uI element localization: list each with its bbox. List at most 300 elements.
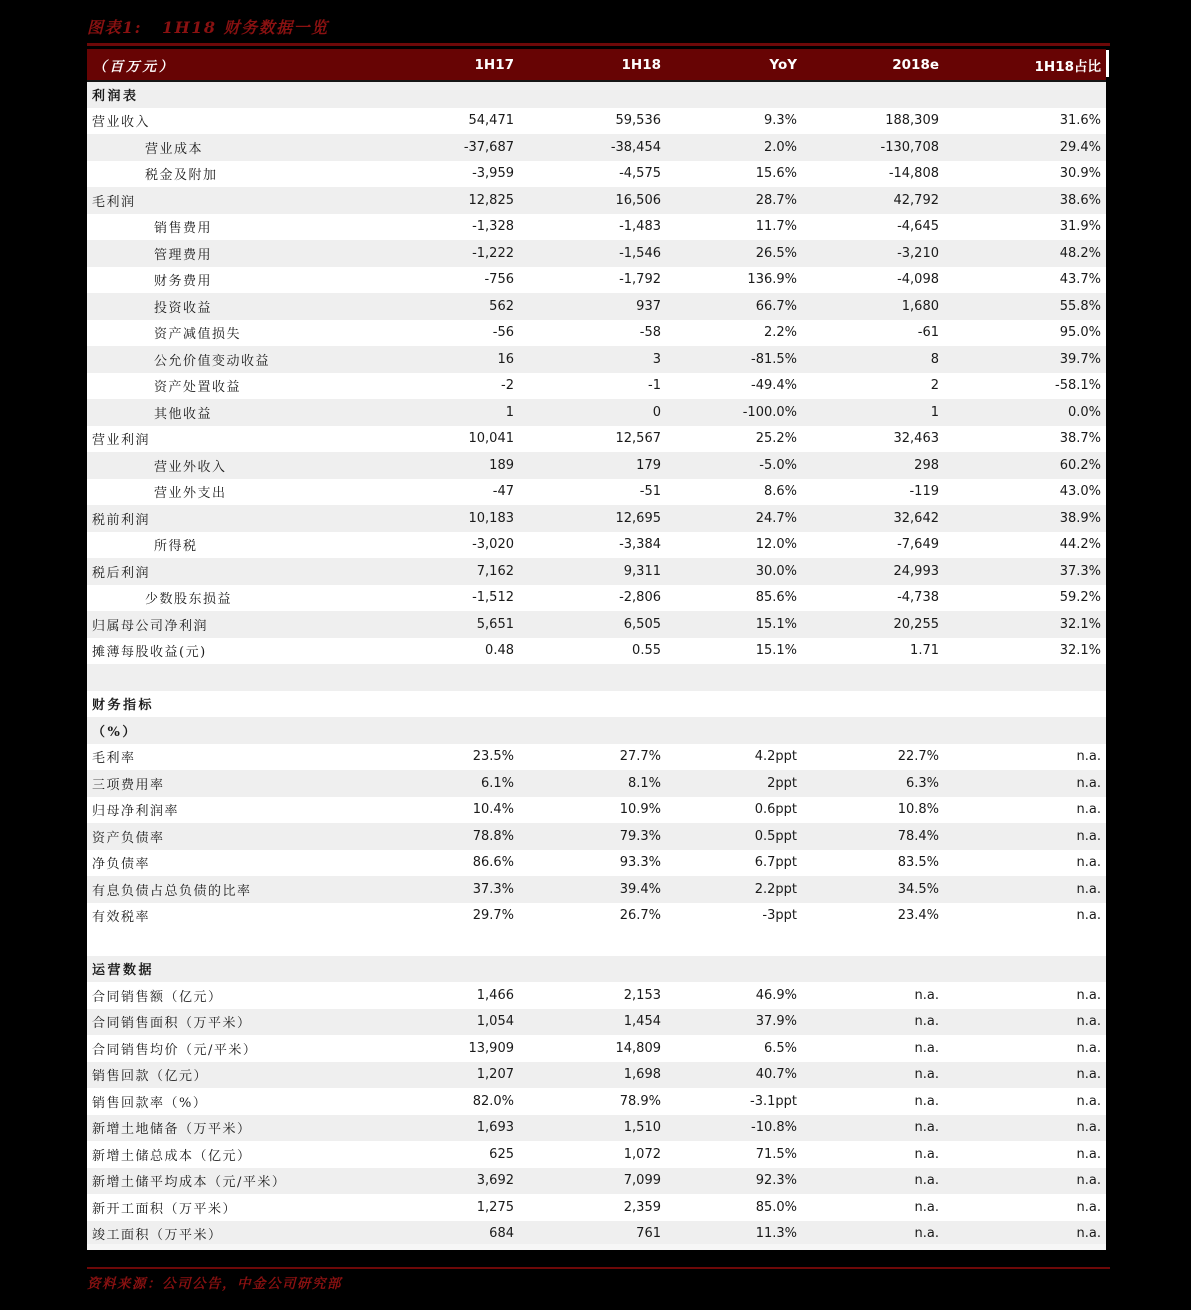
row-label: 毛利率 [92,751,136,767]
row-label: 新开工面积（万平米） [92,1201,238,1217]
table-row [87,1062,1106,1089]
column-header-1h18-share: 1H18占比 [947,49,1106,81]
cell-1h18-share: 29.4% [1059,139,1101,155]
cell-1h17: -56 [492,325,514,341]
cell-1h18: 12,695 [615,510,661,526]
cell-yoy: 15.1% [755,643,797,659]
cell-1h18 [522,956,669,983]
cell-1h17: 7,162 [476,563,514,579]
cell-1h18-share [947,81,1106,108]
cell-1h17: 5,651 [476,616,514,632]
cell-1h18 [522,691,669,718]
row-label: 营业收入 [92,115,151,131]
cell-1h18: 14,809 [615,1040,661,1056]
row-label: 财务费用 [154,274,213,290]
cell-1h18: 2,359 [623,1199,661,1215]
cell-1h18-share: 43.0% [1059,484,1101,500]
cell-yoy: 11.3% [755,1226,797,1242]
cell-yoy: 15.1% [755,616,797,632]
section-row [87,717,1106,744]
cell-1h18: 8.1% [627,775,661,791]
cell-1h18-share: n.a. [1076,1226,1101,1242]
cell-1h17: 1,207 [476,1067,514,1083]
column-header-unit: （百万元） [87,49,387,81]
cell-yoy: 8.6% [763,484,797,500]
cell-1h18-share: 0.0% [1067,404,1101,420]
cell-1h18 [522,929,669,956]
cell-2018e: n.a. [914,1093,939,1109]
cell-2018e: 1.71 [910,643,939,659]
cell-1h18-share: n.a. [1076,1067,1101,1083]
cell-1h18-share: 95.0% [1059,325,1101,341]
row-label: 合同销售面积（万平米） [92,1016,252,1032]
cell-yoy [669,717,805,744]
cell-1h17 [387,956,522,983]
cell-1h18: -1,483 [619,219,661,235]
row-label: 净负债率 [92,857,151,873]
row-label: 资产负债率 [92,830,165,846]
cell-1h17: 1 [505,404,514,420]
table-header-row [87,49,1106,81]
cell-1h17: 1,466 [476,987,514,1003]
cell-1h17: 13,909 [468,1040,514,1056]
cell-2018e: 34.5% [897,881,939,897]
cell-yoy: 9.3% [763,113,797,129]
cell-2018e: 8 [930,351,939,367]
row-label: 有效税率 [92,910,151,926]
cell-1h18-share [947,929,1106,956]
cell-1h17: -756 [484,272,514,288]
cell-1h18-share [947,717,1106,744]
cell-1h18-share: n.a. [1076,775,1101,791]
source-note: 资料来源：公司公告，中金公司研究部 [87,1276,342,1292]
cell-1h17 [387,929,522,956]
table-row [87,797,1106,824]
cell-yoy [669,664,805,691]
cell-2018e: -4,098 [897,272,939,288]
row-label: 财务指标 [92,698,155,714]
cell-1h17 [387,717,522,744]
row-label: 归属母公司净利润 [92,618,209,634]
cell-1h17: -2 [501,378,514,394]
cell-yoy: 0.6ppt [754,802,797,818]
cell-1h18-share: n.a. [1076,828,1101,844]
cell-1h18: -51 [639,484,661,500]
cell-1h18-share: n.a. [1076,1040,1101,1056]
financial-data-table [87,49,1106,1247]
cell-1h18-share: 32.1% [1059,616,1101,632]
cell-2018e: n.a. [914,1067,939,1083]
row-label: （%） [92,724,138,740]
cell-2018e [805,691,947,718]
cell-1h18-share: 44.2% [1059,537,1101,553]
table-row [87,1141,1106,1168]
cell-yoy: 6.5% [763,1040,797,1056]
table-row [87,426,1106,453]
table-row [87,532,1106,559]
cell-1h18-share [947,691,1106,718]
cell-1h18: 1,454 [623,1014,661,1030]
cell-1h18: -1,792 [619,272,661,288]
title-underline [87,43,1110,46]
cell-1h18: 9,311 [623,563,661,579]
cell-2018e: 83.5% [897,855,939,871]
cell-1h18 [522,81,669,108]
row-label: 毛利润 [92,194,136,210]
table-row [87,903,1106,930]
cell-1h18-share: 38.6% [1059,192,1101,208]
cell-1h17 [387,81,522,108]
row-label: 摊薄每股收益(元) [92,645,207,661]
cell-1h18: 2,153 [623,987,661,1003]
row-label: 资产处置收益 [154,380,242,396]
cell-2018e: n.a. [914,1226,939,1242]
cell-1h17: 37.3% [472,881,514,897]
row-label: 所得税 [154,539,198,555]
cell-1h18 [522,664,669,691]
row-label: 合同销售额（亿元） [92,989,223,1005]
row-label: 归母净利润率 [92,804,180,820]
cell-yoy: -3.1ppt [750,1093,797,1109]
cell-1h18: 78.9% [619,1093,661,1109]
cell-yoy [669,956,805,983]
cell-1h18-share: 37.3% [1059,563,1101,579]
cell-yoy: -81.5% [751,351,797,367]
table-row [87,320,1106,347]
row-label: 投资收益 [154,300,213,316]
column-header-1h17: 1H17 [387,49,522,81]
cell-2018e: n.a. [914,1014,939,1030]
cell-1h18-share: n.a. [1076,987,1101,1003]
figure-title [87,14,1110,41]
cell-1h18: 6,505 [623,616,661,632]
cell-2018e: -4,645 [897,219,939,235]
row-label: 销售回款（亿元） [92,1069,209,1085]
column-header-2018e: 2018e [805,49,947,81]
cell-yoy: -10.8% [751,1120,797,1136]
row-label: 三项费用率 [92,777,165,793]
cell-1h18: 39.4% [619,881,661,897]
table-bottom-strip [87,1244,1106,1250]
cell-1h17: 16 [497,351,514,367]
cell-1h17: 684 [489,1226,514,1242]
table-row [87,982,1106,1009]
cell-1h18-share [947,664,1106,691]
cell-yoy: 28.7% [755,192,797,208]
cell-2018e: n.a. [914,1173,939,1189]
cell-1h17: -37,687 [463,139,514,155]
cell-1h18: -38,454 [610,139,661,155]
cell-yoy: 40.7% [755,1067,797,1083]
table-row [87,1194,1106,1221]
cell-1h17: 12,825 [468,192,514,208]
cell-1h18: 93.3% [619,855,661,871]
figure-title-text: 1H18 财务数据一览 [162,18,329,37]
cell-1h18: 3 [652,351,661,367]
cell-2018e: 298 [914,457,939,473]
cell-2018e: n.a. [914,987,939,1003]
cell-1h18-share: n.a. [1076,881,1101,897]
column-header-yoy: YoY [669,49,805,81]
cell-yoy: 25.2% [755,431,797,447]
cell-1h18: 10.9% [619,802,661,818]
cell-yoy: 6.7ppt [754,855,797,871]
cell-1h18-share: 31.9% [1059,219,1101,235]
cell-2018e: 32,463 [893,431,939,447]
cell-yoy: 4.2ppt [754,749,797,765]
cell-2018e: 24,993 [893,563,939,579]
section-row [87,691,1106,718]
cell-1h18-share: n.a. [1076,1173,1101,1189]
cell-1h18-share: 60.2% [1059,457,1101,473]
cell-yoy: 24.7% [755,510,797,526]
cell-1h17: 82.0% [472,1093,514,1109]
row-label: 税前利润 [92,512,151,528]
cell-1h18: 0 [652,404,661,420]
cell-yoy [669,81,805,108]
table-row [87,373,1106,400]
cell-1h17: 78.8% [472,828,514,844]
spacer-row [87,664,1106,691]
figure-label: 图表1: [87,18,143,37]
cell-yoy: 66.7% [755,298,797,314]
cell-1h17: 54,471 [468,113,514,129]
row-label: 销售费用 [154,221,213,237]
cell-1h18-share: 55.8% [1059,298,1101,314]
cell-yoy: 15.6% [755,166,797,182]
cell-yoy: 85.6% [755,590,797,606]
row-label: 营业外收入 [154,459,227,475]
cell-1h18: -1 [648,378,661,394]
cell-1h18: 761 [636,1226,661,1242]
cell-2018e: -7,649 [897,537,939,553]
table-row [87,1035,1106,1062]
row-label: 营业成本 [145,141,204,157]
table-row [87,823,1106,850]
cell-yoy: 2.2ppt [754,881,797,897]
cell-2018e: n.a. [914,1040,939,1056]
cell-2018e [805,717,947,744]
table-row [87,558,1106,585]
header-edge-sliver [1106,50,1109,77]
table-row [87,1168,1106,1195]
table-row [87,876,1106,903]
table-row [87,399,1106,426]
table-row [87,346,1106,373]
cell-1h18: 16,506 [615,192,661,208]
cell-1h17 [387,664,522,691]
cell-2018e [805,956,947,983]
cell-1h17: 23.5% [472,749,514,765]
row-label: 销售回款率（%） [92,1095,208,1111]
cell-1h18-share [947,956,1106,983]
cell-yoy: 92.3% [755,1173,797,1189]
column-header-1h18: 1H18 [522,49,669,81]
table-row [87,108,1106,135]
cell-yoy: 11.7% [755,219,797,235]
cell-2018e: 6.3% [905,775,939,791]
row-label: 税后利润 [92,565,151,581]
row-label: 新增土储总成本（亿元） [92,1148,252,1164]
table-row [87,267,1106,294]
cell-1h17: 625 [489,1146,514,1162]
cell-yoy: -5.0% [759,457,797,473]
cell-1h18-share: n.a. [1076,1146,1101,1162]
table-row [87,770,1106,797]
cell-1h17: 0.48 [485,643,514,659]
table-row [87,293,1106,320]
cell-1h17: 3,692 [476,1173,514,1189]
cell-1h17: 86.6% [472,855,514,871]
cell-1h17: 10.4% [472,802,514,818]
table-row [87,479,1106,506]
cell-2018e [805,929,947,956]
cell-1h18: 937 [636,298,661,314]
row-label: 其他收益 [154,406,213,422]
cell-1h18-share: n.a. [1076,1199,1101,1215]
cell-1h18-share: 32.1% [1059,643,1101,659]
cell-2018e: 22.7% [897,749,939,765]
cell-yoy: -49.4% [751,378,797,394]
table-row [87,744,1106,771]
cell-yoy: 26.5% [755,245,797,261]
cell-2018e: n.a. [914,1146,939,1162]
cell-1h17: 29.7% [472,908,514,924]
cell-yoy [669,929,805,956]
cell-1h18-share: n.a. [1076,908,1101,924]
table-row [87,1009,1106,1036]
cell-1h18: 1,072 [623,1146,661,1162]
cell-1h18-share: 48.2% [1059,245,1101,261]
cell-yoy: -3ppt [762,908,797,924]
cell-yoy: 0.5ppt [754,828,797,844]
row-label: 税金及附加 [145,168,218,184]
cell-1h18-share: n.a. [1076,1120,1101,1136]
cell-yoy: 71.5% [755,1146,797,1162]
cell-1h17: -1,328 [472,219,514,235]
cell-1h17: 1,275 [476,1199,514,1215]
table-row [87,452,1106,479]
cell-yoy: -100.0% [742,404,797,420]
cell-yoy: 2ppt [767,775,797,791]
cell-2018e: n.a. [914,1120,939,1136]
row-label: 少数股东损益 [145,592,233,608]
row-label [87,929,387,956]
cell-1h17: -47 [492,484,514,500]
cell-1h17: -3,959 [472,166,514,182]
cell-1h17: 6.1% [480,775,514,791]
cell-1h18: 1,510 [623,1120,661,1136]
cell-yoy: 46.9% [755,987,797,1003]
cell-2018e: 1,680 [901,298,939,314]
cell-1h18: 12,567 [615,431,661,447]
cell-1h17: 10,041 [468,431,514,447]
cell-1h18-share: 39.7% [1059,351,1101,367]
cell-1h17: 1,054 [476,1014,514,1030]
cell-yoy: 12.0% [755,537,797,553]
cell-2018e: -119 [909,484,939,500]
cell-1h17: 10,183 [468,510,514,526]
cell-1h18 [522,717,669,744]
cell-1h18-share: 30.9% [1059,166,1101,182]
cell-yoy: 30.0% [755,563,797,579]
cell-2018e: 20,255 [893,616,939,632]
cell-1h18: 79.3% [619,828,661,844]
cell-2018e [805,664,947,691]
table-row [87,850,1106,877]
cell-1h18-share: n.a. [1076,1014,1101,1030]
row-label: 营业外支出 [154,486,227,502]
table-row [87,134,1106,161]
row-label: 新增土储平均成本（元/平米） [92,1175,287,1191]
cell-2018e: 2 [930,378,939,394]
cell-1h18: 7,099 [623,1173,661,1189]
cell-1h18: -1,546 [619,245,661,261]
cell-1h18-share: 38.9% [1059,510,1101,526]
cell-1h18-share: 43.7% [1059,272,1101,288]
cell-2018e: -4,738 [897,590,939,606]
table-row [87,161,1106,188]
table-row [87,1088,1106,1115]
cell-1h18: -2,806 [619,590,661,606]
cell-1h18: -4,575 [619,166,661,182]
row-label: 运营数据 [92,963,155,979]
cell-1h17: 189 [489,457,514,473]
table-row [87,187,1106,214]
cell-2018e: 32,642 [893,510,939,526]
cell-1h18-share: 38.7% [1059,431,1101,447]
cell-2018e: -61 [917,325,939,341]
row-label: 资产减值损失 [154,327,242,343]
cell-1h18: 26.7% [619,908,661,924]
row-label: 有息负债占总负债的比率 [92,883,252,899]
cell-1h18: 1,698 [623,1067,661,1083]
cell-1h18-share: n.a. [1076,749,1101,765]
cell-1h18-share: -58.1% [1055,378,1101,394]
section-row [87,81,1106,108]
section-row [87,956,1106,983]
cell-1h18: 0.55 [632,643,661,659]
row-label [87,664,387,691]
cell-1h17: -1,222 [472,245,514,261]
cell-1h18-share: n.a. [1076,855,1101,871]
cell-1h18: 27.7% [619,749,661,765]
cell-1h17 [387,691,522,718]
cell-yoy: 2.2% [763,325,797,341]
cell-2018e: 78.4% [897,828,939,844]
cell-2018e: -3,210 [897,245,939,261]
table-row [87,1115,1106,1142]
cell-yoy: 37.9% [755,1014,797,1030]
footer-rule [87,1267,1110,1269]
row-label: 管理费用 [154,247,213,263]
cell-1h18-share: n.a. [1076,1093,1101,1109]
cell-1h18-share: n.a. [1076,802,1101,818]
cell-1h17: -1,512 [472,590,514,606]
cell-1h17: -3,020 [472,537,514,553]
table-row [87,611,1106,638]
cell-2018e: n.a. [914,1199,939,1215]
cell-2018e [805,81,947,108]
cell-yoy [669,691,805,718]
cell-2018e: 1 [930,404,939,420]
table-row [87,585,1106,612]
cell-1h18: -3,384 [619,537,661,553]
cell-1h17: 1,693 [476,1120,514,1136]
row-label: 营业利润 [92,433,151,449]
cell-yoy: 2.0% [763,139,797,155]
cell-1h18: -58 [639,325,661,341]
